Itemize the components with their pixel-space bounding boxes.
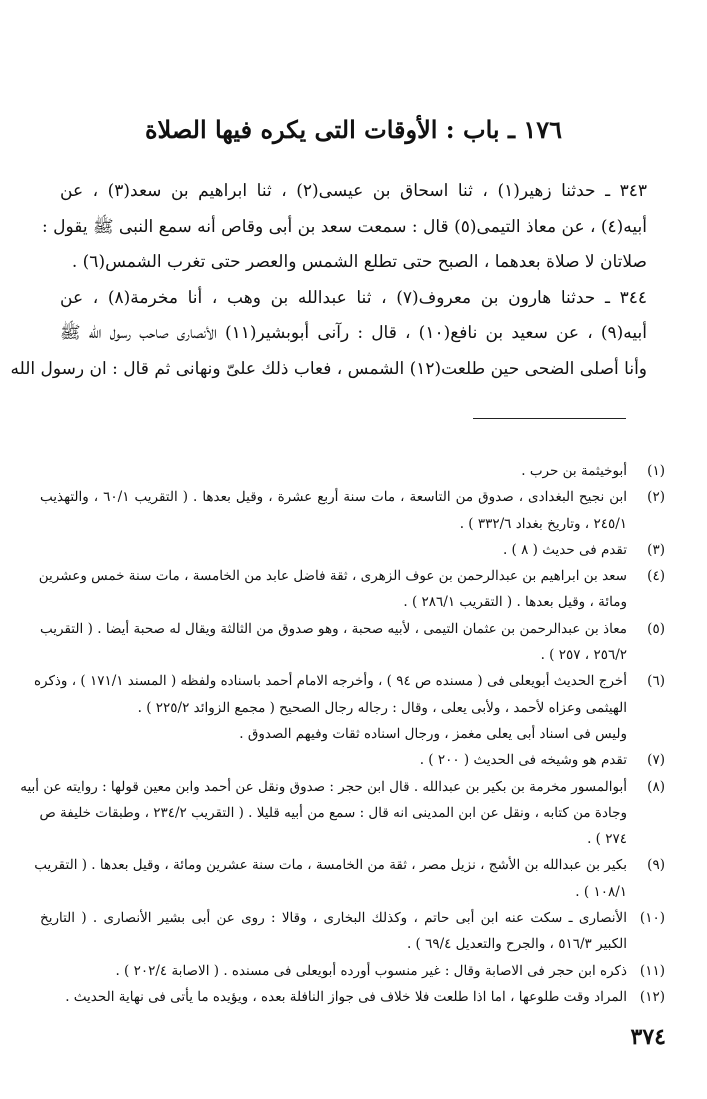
footnote bbox=[40, 747, 665, 773]
footnote-text: الأنصارى ـ سكت عنه ابن أبى حاتم ، وكذلك البخارى ، وقالا : روى عن أبى بشير الأنصارى . ( التاريخ bbox=[40, 910, 627, 927]
footnote-text: ذكره ابن حجر فى الاصابة وقال : غير منسوب أورده أبويعلى فى مسنده . ( الاصابة ٢٠٢/٤ ) . bbox=[115, 962, 627, 979]
footnote-number: (٤) bbox=[647, 568, 665, 585]
footnote-text: ٢٤٥/١ ، وتاريخ بغداد ٣٣٢/٦ ) . bbox=[459, 515, 627, 532]
footnote bbox=[40, 616, 665, 669]
footnote bbox=[40, 537, 665, 563]
footnote bbox=[40, 958, 665, 984]
footnote-text: ٢٧٤ ) . bbox=[587, 831, 627, 848]
footnote-separator bbox=[473, 418, 626, 419]
footnote-number: (١٠) bbox=[639, 910, 665, 927]
footnote-number: (٥) bbox=[647, 620, 665, 637]
footnote-text: أبوالمسور مخرمة بن بكير بن عبدالله . قال ابن حجر : صدوق ونقل عن أحمد وابن معين قولها : روايته عن أبيه bbox=[20, 778, 627, 795]
footnote bbox=[40, 458, 665, 484]
footnote-text: أخرج الحديث أبويعلى فى ( مسنده ص ٩٤ ) ، وأخرجه الامام أحمد باسناده ولفظه ( المسند ١٧١/١ ) ، وذكره bbox=[33, 673, 627, 690]
page-number: ٣٧٤ bbox=[630, 1024, 666, 1050]
footnote-text: ١٠٨/١ ) . bbox=[575, 883, 627, 900]
footnote-number: (٨) bbox=[647, 778, 665, 795]
footnote bbox=[40, 563, 665, 616]
footnote-text: سعد بن ابراهيم بن عبدالرحمن بن عوف الزهرى ، ثقة فاضل عابد من الخامسة ، مات سنة خمس وعشرين bbox=[38, 568, 627, 585]
footnote bbox=[40, 905, 665, 958]
footnote bbox=[33, 668, 665, 747]
footnote-text: ومائة ، وقيل بعدها . ( التقريب ٢٨٦/١ ) . bbox=[403, 594, 627, 611]
footnote bbox=[34, 852, 665, 905]
footnote-number: (٣) bbox=[647, 541, 665, 558]
footnote-text: بكير بن عبدالله بن الأشج ، نزيل مصر ، ثقة من الخامسة ، مات سنة عشرين ومائة ، وقيل بعدها . ( التقريب bbox=[34, 857, 627, 874]
footnote-text: ابن نجيح البغدادى ، صدوق من التاسعة ، مات سنة أربع عشرة ، وقيل بعدها . ( التقريب ٦٠/١ ، والتهذيب bbox=[40, 489, 627, 506]
footnote bbox=[40, 984, 665, 1010]
footnote-number: (٧) bbox=[647, 752, 665, 769]
footnote-text: تقدم هو وشيخه فى الحديث ( ٢٠٠ ) . bbox=[419, 752, 627, 769]
footnote-text: تقدم فى حديث ( ٨ ) . bbox=[502, 541, 627, 558]
footnote bbox=[20, 774, 665, 853]
body-line: أبيه(٤) ، عن معاذ التيمى(٥) قال : سمعت سعد بن أبى وقاص أنه سمع النبى ﷺ يقول : bbox=[41, 216, 647, 237]
footnote-number: (٢) bbox=[647, 489, 665, 506]
body-line: وأنا أصلى الضحى حين طلعت(١٢) الشمس ، فعاب ذلك علىّ ونهانى ثم قال : ان رسول الله bbox=[10, 358, 647, 379]
footnote-number: (١) bbox=[647, 463, 665, 479]
footnote-number: (١٢) bbox=[639, 988, 665, 1005]
body-line: ٣٤٣ ـ حدثنا زهير(١) ، ثنا اسحاق بن عيسى(٢) ، ثنا ابراهيم بن سعد(٣) ، عن bbox=[60, 181, 648, 201]
footnote-text: معاذ بن عبدالرحمن بن عثمان التيمى ، لأبيه صحبة ، وهو صدوق من الثالثة ويقال له صحبة أيضا . ( التقريب bbox=[40, 620, 627, 637]
footnotes bbox=[20, 458, 665, 1010]
footnote-text: وليس فى اسناد أبى يعلى مغمز ، ورجال اسناده ثقات وفيهم الصدوق . bbox=[239, 725, 627, 742]
footnote-text: وجادة من كتابه ، ونقل عن ابن المدينى انه قال : سمع من أبيه قليلا . ( التقريب ٢٣٤/٢ ، وطبقات خليفة ص bbox=[39, 804, 627, 821]
footnote-text: المراد وقت طلوعها ، اما اذا طلعت فلا خلاف فى جواز النافلة بعده ، ويؤيده ما يأتى فى نهاية الحديث . bbox=[65, 988, 627, 1005]
body-line: ٣٤٤ ـ حدثنا هارون بن معروف(٧) ، ثنا عبدالله بن وهب ، أنا مخرمة(٨) ، عن bbox=[60, 287, 647, 308]
footnote-number: (٦) bbox=[647, 673, 665, 690]
footnote-text: الهيثمى وعزاه لأحمد ، ولأبى يعلى ، وقال : رجاله رجال الصحيح ( مجمع الزوائد ٢٢٥/٢ ) . bbox=[137, 699, 627, 716]
footnote bbox=[40, 484, 665, 537]
footnote-number: (٩) bbox=[647, 857, 665, 874]
footnote-number: (١١) bbox=[639, 962, 665, 979]
chapter-title: ١٧٦ ـ باب : الأوقات التى يكره فيها الصلاة bbox=[144, 115, 563, 144]
footnote-text: الكبير ٥١٦/٣ ، والجرح والتعديل ٦٩/٤ ) . bbox=[406, 936, 627, 953]
body-line: صلاتان لا صلاة بعدهما ، الصبح حتى تطلع الشمس والعصر حتى تغرب الشمس(٦) . bbox=[71, 252, 647, 272]
footnote-text: أبوخيثمة بن حرب . bbox=[521, 463, 627, 479]
footnote-text: ٢٥٦/٢ ، ٢٥٧ ) . bbox=[540, 647, 627, 664]
main-text bbox=[10, 174, 648, 387]
body-line: أبيه(٩) ، عن سعيد بن نافع(١٠) ، قال : رآنى أبوبشير(١١) الأنصارى صاحب رسول الله ﷺ bbox=[60, 323, 647, 343]
